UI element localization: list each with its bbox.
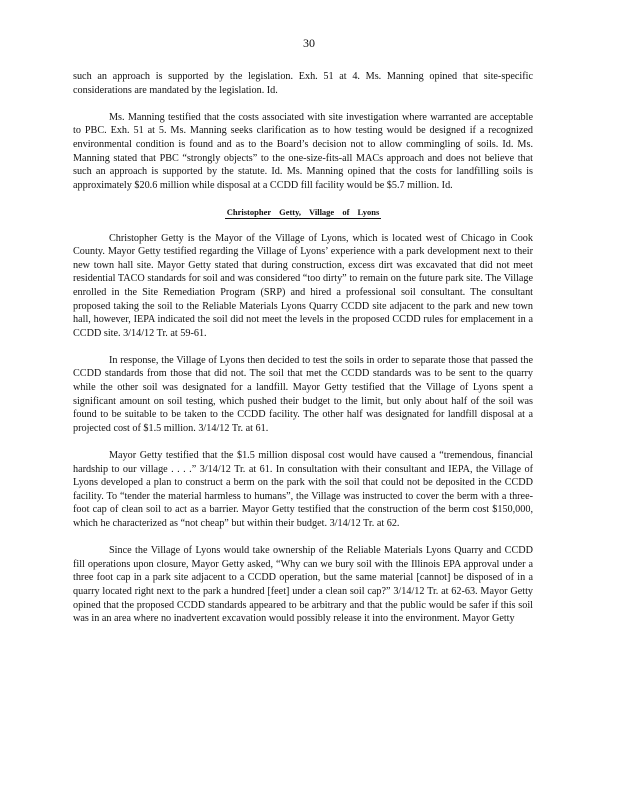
section-heading [73, 206, 533, 220]
paragraph-2: Ms. Manning testified that the costs associated with site investigation where warranted are acceptable to PBC. Exh. 51 at 5. Ms. Manning seeks clarification as to how testing would be designed if a recognized environmental condition is found and as to the Board’s decision not to allow commingling of soils. Id. Ms. Manning stated that PBC “strongly objects” to the one-size-fits-all MACs approach and does not believe that such an approach is supported by the statute. Id. Ms. Manning opined that the costs for landfilling soils is approximately $20.6 million while disposal at a CCDD fill facility would be $5.7 million. Id. [73, 111, 533, 191]
paragraph-1: such an approach is supported by the legislation. Exh. 51 at 4. Ms. Manning opined that site-specific considerations are mandated by the legislation. Id. [73, 71, 533, 96]
paragraph-3: Christopher Getty is the Mayor of the Village of Lyons, which is located west of Chicago in Cook County. Mayor Getty testified regarding the Village of Lyons’ experience with a park development next to their new town hall site. Mayor Getty stated that during construction, excess dirt was excavated that did not meet residential TACO standards for soil and was considered “too dirty” to remain on the future park site. The Village enrolled in the Site Remediation Program (SRP) and hired a professional soil consultant. The consultant proposed taking the soil to the Reliable Materials Lyons Quarry CCDD site adjacent to the park and new town hall, however, IEPA indicated the soil did not meet the levels in the proposed CCDD rules for emplacement in a CCDD site. 3/14/12 Tr. at 59-61. [73, 232, 533, 339]
paragraph-6: Since the Village of Lyons would take ownership of the Reliable Materials Lyons Quarry and CCDD fill operations upon closure, Mayor Getty asked, “Why can we bury soil with the Illinois EPA approval under a three foot cap in a park site adjacent to a CCDD operation, but the same material [cannot] be disposed of in a quarry located right next to the park a hundred [feet] under a clean soil cap?” 3/14/12 Tr. at 62-63. Mayor Getty opined that the proposed CCDD standards appeared to be arbitrary and that the public would be safer if this soil was in an area where no inadvertent excavation would possibly release it into the environment. Mayor Getty [73, 545, 533, 625]
body-text [73, 70, 533, 639]
paragraph-4: In response, the Village of Lyons then decided to test the soils in order to separate those that passed the CCDD standards from those that did not. The soil that met the CCDD standards was to be sent to the quarry while the other soil was designated for a landfill. Mayor Getty testified that the Village of Lyons spent a significant amount on soil testing, which pushed their budget to the limit, but only about half of the soil was found to be suitable to be taken to the CCDD facility. The other half was designated for landfill disposal at a projected cost of $1.5 million. 3/14/12 Tr. at 61. [73, 354, 533, 434]
page-number: 30 [303, 36, 315, 50]
paragraph-5: Mayor Getty testified that the $1.5 million disposal cost would have caused a “tremendous, financial hardship to our village . . . .” 3/14/12 Tr. at 61. In consultation with their consultant and IEPA, the Village of Lyons developed a plan to construct a berm on the park with the soil that could not be deposited in the CCDD facility. To “tender the material harmless to humans”, the Village was instructed to cover the berm with a three-foot cap of clean soil to act as a barrier. Mayor Getty testified that the construction of the berm cost $150,000, which he characterized as “not cheap” but within their budget. 3/14/12 Tr. at 62. [73, 450, 533, 529]
section-heading-text: Christopher Getty, Village of Lyons [226, 206, 380, 217]
